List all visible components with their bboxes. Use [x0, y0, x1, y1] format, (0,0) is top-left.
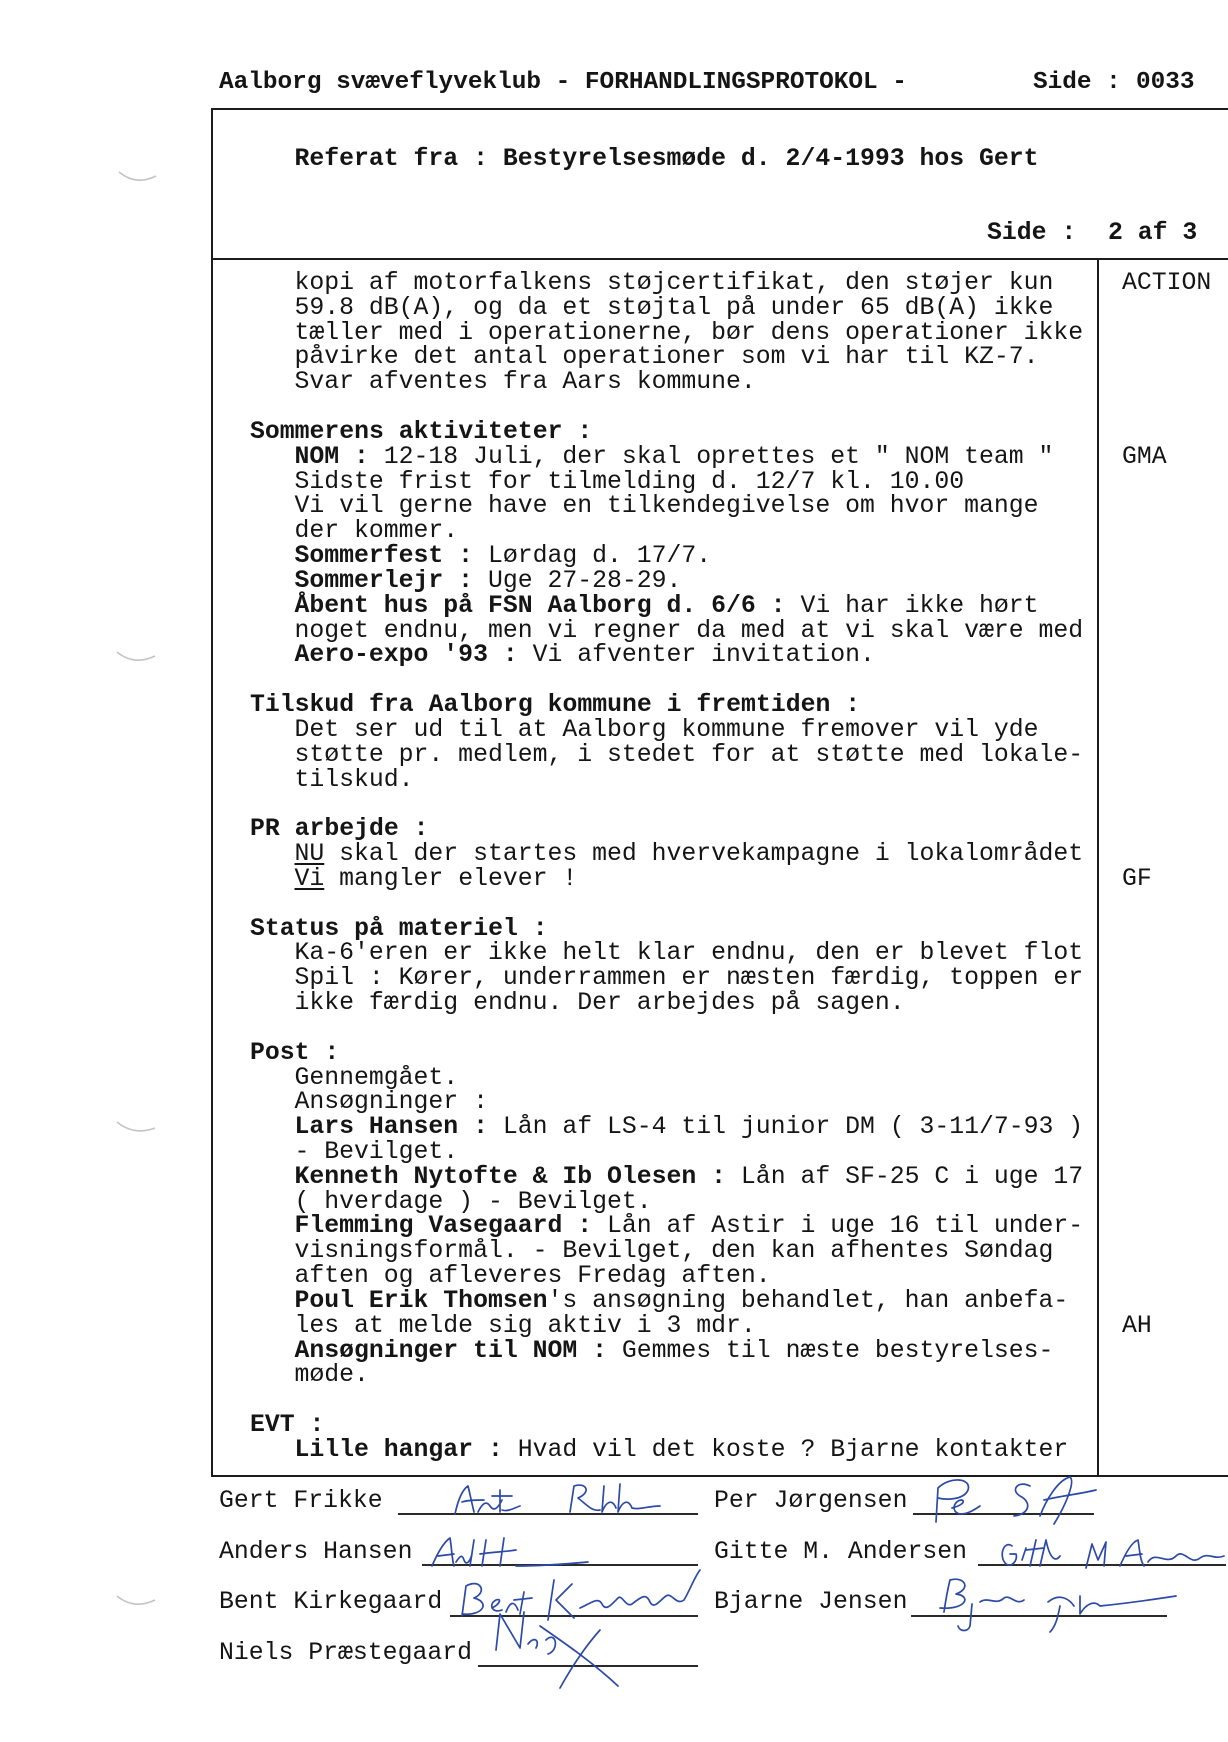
- action-cell: [1097, 941, 1228, 966]
- signature-niels-praestegaard: [496, 1612, 618, 1688]
- signature-line: [398, 1513, 698, 1515]
- text-segment: 59.8 dB(A), og da et støjtal på under 65 dB(A) ikke: [294, 293, 1054, 322]
- blank-line: [211, 792, 1228, 817]
- action-cell: [1097, 1239, 1228, 1264]
- section-heading: EVT :: [250, 1411, 325, 1440]
- text-segment: Ansøgninger :: [294, 1088, 488, 1117]
- action-cell: [1097, 619, 1228, 644]
- text-segment: påvirke det antal operationer som vi har til KZ-7.: [294, 343, 1039, 372]
- signatory-name: Per Jørgensen: [714, 1486, 908, 1515]
- signature-line: [450, 1615, 698, 1617]
- action-cell: [1097, 420, 1228, 445]
- blank-line: [211, 1016, 1228, 1041]
- section-row: [211, 817, 1228, 842]
- text-line: [211, 544, 1097, 569]
- text-line: [211, 1311, 1097, 1340]
- section-row: [211, 1413, 1228, 1438]
- bold-label: Ansøgninger til NOM :: [294, 1336, 607, 1365]
- section-heading: PR arbejde :: [250, 815, 429, 844]
- sheet-label: Side :: [987, 218, 1077, 247]
- action-cell: [1097, 1438, 1228, 1463]
- text-row: [211, 494, 1228, 519]
- text-segment: Hvad vil det koste ? Bjarne kontakter: [502, 1435, 1069, 1464]
- minutes-body: [211, 260, 1228, 1474]
- action-assignee: AH: [1122, 1311, 1152, 1340]
- signature-per-jorgensen: [936, 1477, 1096, 1524]
- punch-hole-mark: [117, 652, 155, 660]
- signatory-name: Bent Kirkegaard: [219, 1587, 443, 1616]
- text-line: [211, 1187, 1097, 1216]
- text-segment: les at melde sig aktiv i 3 mdr.: [294, 1311, 756, 1340]
- text-segment: mangler elever !: [324, 864, 578, 893]
- section-row: [211, 693, 1228, 718]
- text-line: [211, 345, 1097, 370]
- text-row: [211, 715, 1228, 744]
- signatory-name: Niels Præstegaard: [219, 1638, 472, 1667]
- text-row: [211, 271, 1228, 296]
- text-segment: Spil : Kører, underrammen er næsten færdig, toppen er: [294, 964, 1084, 993]
- action-cell: [1097, 693, 1228, 718]
- text-row: [211, 1115, 1228, 1140]
- text-segment: Ka-6'eren er ikke helt klar endnu, den er blevet flot: [294, 939, 1084, 968]
- text-row: [211, 765, 1228, 794]
- action-cell: [1097, 643, 1228, 668]
- text-line: [211, 271, 1097, 296]
- section-heading: Tilskud fra Aalborg kommune i fremtiden :: [250, 691, 861, 720]
- meeting-reference: Referat fra : Bestyrelsesmøde d. 2/4-1993 hos Gert: [294, 144, 1039, 173]
- signature-line: [913, 1513, 1094, 1515]
- text-row: [211, 345, 1228, 370]
- page-label: Side :: [1033, 69, 1121, 96]
- text-line: [211, 715, 1097, 744]
- text-row: [211, 1214, 1228, 1239]
- text-row: [211, 616, 1228, 645]
- text-line: [211, 1336, 1097, 1365]
- section-row: [211, 1038, 1228, 1067]
- text-row: [211, 1264, 1228, 1289]
- text-row: [211, 966, 1228, 991]
- text-line: [211, 842, 1097, 867]
- text-segment: aften og afleveres Fredag aften.: [294, 1262, 771, 1291]
- text-segment: Svar afventes fra Aars kommune.: [294, 368, 756, 397]
- punch-hole-mark: [117, 1596, 155, 1604]
- signature-line: [911, 1615, 1167, 1617]
- text-row: [211, 1187, 1228, 1216]
- text-row: [211, 643, 1228, 668]
- text-line: [211, 941, 1097, 966]
- text-line: [211, 1363, 1097, 1388]
- signature-line: [422, 1564, 698, 1566]
- section-row: [211, 417, 1228, 446]
- action-cell: [1097, 743, 1228, 768]
- text-line: [211, 1137, 1097, 1166]
- bold-label: Åbent hus på FSN Aalborg d. 6/6 :: [294, 591, 786, 620]
- text-line: [211, 1435, 1097, 1464]
- action-cell: [1097, 1289, 1228, 1314]
- text-segment: - Bevilget.: [294, 1137, 459, 1166]
- text-segment: Gennemgået.: [294, 1063, 459, 1092]
- action-assignee: GF: [1122, 864, 1152, 893]
- text-segment: Lørdag d. 17/7.: [473, 542, 712, 571]
- text-line: [211, 293, 1097, 322]
- action-cell: [1097, 519, 1228, 544]
- text-row: [211, 991, 1228, 1016]
- text-line: [211, 1090, 1097, 1115]
- text-row: [211, 941, 1228, 966]
- page-number: 0033: [1136, 69, 1195, 96]
- text-line: [211, 591, 1097, 620]
- signature-line: [478, 1665, 698, 1667]
- text-row: [211, 1311, 1228, 1340]
- text-line: [211, 1063, 1097, 1092]
- signatory-name: Bjarne Jensen: [714, 1587, 908, 1616]
- bold-label: Sommerfest :: [294, 542, 474, 571]
- text-row: [211, 1336, 1228, 1365]
- text-line: [211, 566, 1097, 595]
- text-line: [211, 765, 1097, 794]
- blank-line: [211, 395, 1228, 420]
- text-row: [211, 544, 1228, 569]
- action-cell: [1097, 1165, 1228, 1190]
- action-cell: [1097, 569, 1228, 594]
- text-line: [211, 494, 1097, 519]
- text-row: [211, 442, 1228, 471]
- text-row: [211, 864, 1228, 893]
- section-heading: Status på materiel :: [250, 914, 548, 943]
- text-segment: Vi har ikke hørt: [785, 591, 1039, 620]
- box-bottom-rule: [211, 1475, 1228, 1477]
- text-line: [211, 1239, 1097, 1264]
- text-segment: Vi vil gerne have en tilkendegivelse om hvor mange: [294, 492, 1039, 521]
- bold-label: Sommerlejr :: [294, 566, 474, 595]
- action-cell: [1097, 1264, 1228, 1289]
- text-row: [211, 293, 1228, 322]
- action-cell: [1097, 991, 1228, 1016]
- bold-label: Lars Hansen :: [294, 1113, 488, 1142]
- punch-hole-marks: [117, 172, 156, 1604]
- bold-label: Flemming Vasegaard :: [294, 1212, 593, 1241]
- text-segment: Lån af Astir i uge 16 til under-: [592, 1212, 1084, 1241]
- text-segment: Det ser ud til at Aalborg kommune fremover vil yde: [294, 715, 1039, 744]
- text-segment: Uge 27-28-29.: [473, 566, 682, 595]
- action-cell: [1097, 1115, 1228, 1140]
- text-row: [211, 1363, 1228, 1388]
- bold-label: Aero-expo '93 :: [294, 641, 518, 670]
- action-cell: [1097, 494, 1228, 519]
- text-segment: kopi af motorfalkens støjcertifikat, den støjer kun: [294, 269, 1054, 297]
- blank-line: [211, 1388, 1228, 1413]
- sheet-number: 2 af 3: [1108, 218, 1198, 247]
- signature-anders-hansen: [432, 1538, 588, 1566]
- action-cell: [1097, 321, 1228, 346]
- text-segment: skal der startes med hvervekampagne i lokalområdet: [324, 840, 1084, 869]
- text-segment: tilskud.: [294, 765, 414, 794]
- action-cell: [1097, 594, 1228, 619]
- action-cell: [1097, 1214, 1228, 1239]
- text-row: [211, 591, 1228, 620]
- signature-bjarne-jensen: [940, 1579, 1176, 1632]
- action-cell: [1097, 917, 1228, 942]
- action-cell: [1097, 768, 1228, 793]
- text-line: [211, 740, 1097, 769]
- action-cell: [1097, 1190, 1228, 1215]
- text-segment: Lån af LS-4 til junior DM ( 3-11/7-93 ): [487, 1113, 1084, 1142]
- text-row: [211, 1137, 1228, 1166]
- text-row: [211, 740, 1228, 769]
- text-line: [211, 991, 1097, 1016]
- signature-line: [978, 1564, 1226, 1566]
- blank-line: [211, 892, 1228, 917]
- text-row: [211, 467, 1228, 496]
- text-segment: visningsformål. - Bevilget, den kan afhentes Søndag: [294, 1237, 1054, 1266]
- blank-line: [211, 668, 1228, 693]
- bold-label: Lille hangar :: [294, 1435, 503, 1464]
- action-cell: [1097, 1363, 1228, 1388]
- action-cell: [1097, 1339, 1228, 1364]
- text-line: [211, 1115, 1097, 1140]
- action-cell: [1097, 718, 1228, 743]
- punch-hole-mark: [117, 1122, 155, 1131]
- text-segment: 12-18 Juli, der skal oprettes et " NOM team ": [368, 442, 1054, 471]
- text-row: [211, 1286, 1228, 1315]
- bold-label: NOM :: [294, 442, 369, 471]
- action-cell: [1097, 1041, 1228, 1066]
- action-cell: [1097, 842, 1228, 867]
- action-column-header: ACTION: [1122, 269, 1212, 297]
- action-cell: [1097, 966, 1228, 991]
- text-row: [211, 842, 1228, 867]
- punch-hole-mark: [119, 172, 156, 180]
- text-line: [211, 1214, 1097, 1239]
- underlined-word: NU: [294, 840, 325, 869]
- action-cell: [1097, 296, 1228, 321]
- action-cell: [1097, 1066, 1228, 1091]
- text-line: [211, 370, 1097, 395]
- text-line: [211, 318, 1097, 347]
- text-line: [211, 519, 1097, 544]
- text-segment: Lån af SF-25 C i uge 17: [726, 1162, 1084, 1191]
- text-segment: 's ansøgning behandlet, han anbefa-: [547, 1286, 1069, 1315]
- text-segment: ( hverdage ) - Bevilget.: [294, 1187, 652, 1216]
- text-segment: tæller med i operationerne, bør dens operationer ikke: [294, 318, 1084, 347]
- text-row: [211, 1063, 1228, 1092]
- action-cell: [1097, 370, 1228, 395]
- signature-gert-frikke: [455, 1484, 660, 1514]
- text-segment: noget endnu, men vi regner da med at vi skal være med: [294, 616, 1084, 645]
- signatory-name: Gert Frikke: [219, 1486, 383, 1515]
- text-line: [211, 616, 1097, 645]
- action-assignee: GMA: [1122, 442, 1167, 471]
- text-line: [211, 864, 1097, 893]
- action-cell: [1097, 470, 1228, 495]
- header-rule: [211, 108, 1228, 110]
- text-segment: ikke færdig endnu. Der arbejdes på sagen.: [294, 989, 905, 1018]
- text-row: [211, 1239, 1228, 1264]
- action-cell: [1097, 544, 1228, 569]
- text-row: [211, 566, 1228, 595]
- text-line: [211, 643, 1097, 668]
- text-line: [211, 1286, 1097, 1315]
- text-row: [211, 1435, 1228, 1464]
- text-row: [211, 318, 1228, 347]
- text-line: [211, 442, 1097, 471]
- text-segment: der kommer.: [294, 517, 459, 546]
- text-line: [211, 1264, 1097, 1289]
- bold-label: Kenneth Nytofte & Ib Olesen :: [294, 1162, 727, 1191]
- text-line: [211, 966, 1097, 991]
- text-line: [211, 467, 1097, 496]
- protocol-title: Aalborg svæveflyveklub - FORHANDLINGSPROTOKOL -: [219, 69, 907, 96]
- text-line: [211, 1162, 1097, 1191]
- section-row: [211, 914, 1228, 943]
- action-cell: [1097, 1090, 1228, 1115]
- section-heading: Post :: [250, 1038, 340, 1067]
- signature-bent-kirkegaard: [462, 1570, 700, 1620]
- text-segment: støtte pr. medlem, i stedet for at støtte med lokale-: [294, 740, 1084, 769]
- section-heading: Sommerens aktiviteter :: [250, 417, 593, 446]
- action-cell: [1097, 345, 1228, 370]
- text-row: [211, 1090, 1228, 1115]
- text-segment: Sidste frist for tilmelding d. 12/7 kl. 10.00: [294, 467, 965, 496]
- action-cell: [1097, 1140, 1228, 1165]
- text-segment: Vi afventer invitation.: [517, 641, 875, 670]
- text-row: [211, 1162, 1228, 1191]
- signatory-name: Gitte M. Andersen: [714, 1537, 967, 1566]
- text-segment: Gemmes til næste bestyrelses-: [607, 1336, 1054, 1365]
- text-row: [211, 519, 1228, 544]
- underlined-word: Vi: [294, 864, 325, 893]
- text-row: [211, 370, 1228, 395]
- action-cell: [1097, 1413, 1228, 1438]
- bold-label: Poul Erik Thomsen: [294, 1286, 548, 1315]
- text-segment: møde.: [294, 1361, 369, 1390]
- action-cell: [1097, 817, 1228, 842]
- signatory-name: Anders Hansen: [219, 1537, 413, 1566]
